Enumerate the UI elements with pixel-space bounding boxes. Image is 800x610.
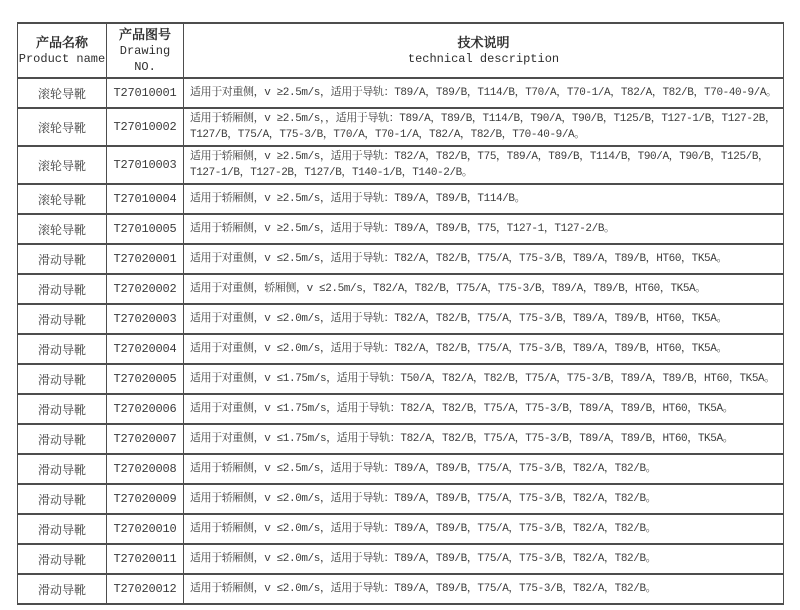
product-name-cell: 滑动导靴 bbox=[18, 394, 107, 424]
description-line: 适用于对重侧，v ≤2.5m/s，适用于导轨：T82/A，T82/B，T75/A，T75-3/B，T89/A，T89/B，HT60，TK5A。 bbox=[190, 253, 728, 265]
description-cell bbox=[184, 544, 784, 574]
description-cell bbox=[184, 214, 784, 244]
drawing-no-cell: T27010003 bbox=[107, 146, 184, 184]
table-row bbox=[18, 214, 784, 244]
drawing-no-cell: T27020006 bbox=[107, 394, 184, 424]
product-name-cell: 滚轮导靴 bbox=[18, 214, 107, 244]
col-header-technical-description bbox=[184, 23, 784, 78]
description-cell bbox=[184, 364, 784, 394]
table-row bbox=[18, 574, 784, 604]
table-row bbox=[18, 424, 784, 454]
drawing-no-cell: T27010005 bbox=[107, 214, 184, 244]
description-line: 适用于对重侧，v ≤1.75m/s，适用于导轨：T82/A，T82/B，T75/A，T75-3/B，T89/A，T89/B，HT60，TK5A。 bbox=[190, 433, 734, 445]
description-line: 适用于对重侧，轿厢侧，v ≤2.5m/s，T82/A，T82/B，T75/A，T75-3/B，T89/A，T89/B，HT60，TK5A。 bbox=[190, 283, 706, 295]
description-line: 适用于对重侧，v ≤1.75m/s，适用于导轨：T50/A，T82/A，T82/B，T75/A，T75-3/B，T89/A，T89/B，HT60，TK5A。 bbox=[190, 373, 775, 385]
description-cell bbox=[184, 304, 784, 334]
product-name-cell: 滑动导靴 bbox=[18, 334, 107, 364]
drawing-no-cell: T27020010 bbox=[107, 514, 184, 544]
description-cell bbox=[184, 78, 784, 108]
table-row bbox=[18, 484, 784, 514]
description-line: 适用于对重侧，v ≤2.0m/s，适用于导轨：T82/A，T82/B，T75/A，T75-3/B，T89/A，T89/B，HT60，TK5A。 bbox=[190, 343, 728, 355]
table-row bbox=[18, 274, 784, 304]
product-name-cell: 滑动导靴 bbox=[18, 424, 107, 454]
col-header-drawing-no bbox=[107, 23, 184, 78]
table-row bbox=[18, 334, 784, 364]
drawing-no-cell: T27020009 bbox=[107, 484, 184, 514]
description-line: 适用于对重侧，v ≤1.75m/s，适用于导轨：T82/A，T82/B，T75/A，T75-3/B，T89/A，T89/B，HT60，TK5A。 bbox=[190, 403, 734, 415]
col-header-product-name-en: Product name bbox=[18, 52, 106, 66]
product-name-cell: 滑动导靴 bbox=[18, 364, 107, 394]
description-cell bbox=[184, 574, 784, 604]
description-line: 适用于轿厢侧，v ≤2.0m/s，适用于导轨：T89/A，T89/B，T75/A，T75-3/B，T82/A，T82/B。 bbox=[190, 523, 657, 535]
description-line: T127-1/B，T127-2B，T127/B，T140-1/B，T140-2/B。 bbox=[190, 167, 473, 179]
product-name-cell: 滑动导靴 bbox=[18, 304, 107, 334]
description-cell bbox=[184, 514, 784, 544]
description-line: 适用于轿厢侧，v ≥2.5m/s，，适用于导轨：T89/A，T89/B，T114/B，T90/A，T90/B，T125/B，T127-1/B，T127-2B， bbox=[190, 113, 776, 125]
description-line: 适用于轿厢侧，v ≥2.5m/s，适用于导轨：T82/A，T82/B，T75，T89/A，T89/B，T114/B，T90/A，T90/B，T125/B， bbox=[190, 151, 769, 163]
description-cell bbox=[184, 108, 784, 146]
product-name-cell: 滑动导靴 bbox=[18, 484, 107, 514]
drawing-no-cell: T27020007 bbox=[107, 424, 184, 454]
drawing-no-cell: T27010001 bbox=[107, 78, 184, 108]
col-header-product-name bbox=[18, 23, 107, 78]
table-row bbox=[18, 304, 784, 334]
description-line: 适用于对重侧，v ≤2.0m/s，适用于导轨：T82/A，T82/B，T75/A，T75-3/B，T89/A，T89/B，HT60，TK5A。 bbox=[190, 313, 728, 325]
description-line: 适用于轿厢侧，v ≥2.5m/s，适用于导轨：T89/A，T89/B，T114/B。 bbox=[190, 193, 526, 205]
description-line: 适用于轿厢侧，v ≤2.0m/s，适用于导轨：T89/A，T89/B，T75/A，T75-3/B，T82/A，T82/B。 bbox=[190, 583, 657, 595]
product-spec-table bbox=[17, 22, 784, 605]
col-header-technical-description-zh: 技术说明 bbox=[457, 35, 510, 50]
col-header-technical-description-en: technical description bbox=[407, 52, 560, 66]
description-cell bbox=[184, 274, 784, 304]
drawing-no-cell: T27020008 bbox=[107, 454, 184, 484]
description-cell bbox=[184, 424, 784, 454]
header-row bbox=[18, 23, 784, 78]
table-row bbox=[18, 184, 784, 214]
table-row bbox=[18, 244, 784, 274]
product-name-cell: 滑动导靴 bbox=[18, 274, 107, 304]
description-cell bbox=[184, 454, 784, 484]
description-cell bbox=[184, 394, 784, 424]
description-cell bbox=[184, 244, 784, 274]
description-cell bbox=[184, 184, 784, 214]
table-row bbox=[18, 146, 784, 184]
col-header-drawing-no-zh: 产品图号 bbox=[118, 27, 171, 42]
drawing-no-cell: T27020012 bbox=[107, 574, 184, 604]
drawing-no-cell: T27020002 bbox=[107, 274, 184, 304]
drawing-no-cell: T27020003 bbox=[107, 304, 184, 334]
product-name-cell: 滑动导靴 bbox=[18, 574, 107, 604]
description-cell bbox=[184, 484, 784, 514]
description-cell bbox=[184, 146, 784, 184]
table-row bbox=[18, 514, 784, 544]
table-row bbox=[18, 108, 784, 146]
product-name-cell: 滑动导靴 bbox=[18, 454, 107, 484]
description-line: 适用于轿厢侧，v ≥2.5m/s，适用于导轨：T89/A，T89/B，T75，T127-1，T127-2/B。 bbox=[190, 223, 615, 235]
col-header-drawing-no-en: Drawing NO. bbox=[119, 44, 171, 74]
description-cell bbox=[184, 334, 784, 364]
drawing-no-cell: T27020004 bbox=[107, 334, 184, 364]
product-name-cell: 滚轮导靴 bbox=[18, 146, 107, 184]
product-name-cell: 滚轮导靴 bbox=[18, 108, 107, 146]
description-line: 适用于轿厢侧，v ≤2.0m/s，适用于导轨：T89/A，T89/B，T75/A，T75-3/B，T82/A，T82/B。 bbox=[190, 553, 657, 565]
col-header-product-name-zh: 产品名称 bbox=[35, 35, 88, 50]
drawing-no-cell: T27020005 bbox=[107, 364, 184, 394]
product-name-cell: 滑动导靴 bbox=[18, 244, 107, 274]
table-row bbox=[18, 364, 784, 394]
description-line: 适用于轿厢侧，v ≤2.5m/s，适用于导轨：T89/A，T89/B，T75/A，T75-3/B，T82/A，T82/B。 bbox=[190, 463, 657, 475]
description-line: 适用于轿厢侧，v ≤2.0m/s，适用于导轨：T89/A，T89/B，T75/A，T75-3/B，T82/A，T82/B。 bbox=[190, 493, 657, 505]
drawing-no-cell: T27010002 bbox=[107, 108, 184, 146]
table-row bbox=[18, 78, 784, 108]
description-line: T127/B，T75/A，T75-3/B，T70/A，T70-1/A，T82/A，T82/B，T70-40-9/A。 bbox=[190, 129, 585, 141]
product-name-cell: 滑动导靴 bbox=[18, 544, 107, 574]
drawing-no-cell: T27020001 bbox=[107, 244, 184, 274]
product-name-cell: 滚轮导靴 bbox=[18, 184, 107, 214]
description-line: 适用于对重侧，v ≥2.5m/s，适用于导轨：T89/A，T89/B，T114/B，T70/A，T70-1/A，T82/A，T82/B，T70-40-9/A。 bbox=[190, 87, 777, 99]
drawing-no-cell: T27020011 bbox=[107, 544, 184, 574]
table-row bbox=[18, 394, 784, 424]
product-name-cell: 滑动导靴 bbox=[18, 514, 107, 544]
product-name-cell: 滚轮导靴 bbox=[18, 78, 107, 108]
table-row bbox=[18, 544, 784, 574]
table-row bbox=[18, 454, 784, 484]
drawing-no-cell: T27010004 bbox=[107, 184, 184, 214]
